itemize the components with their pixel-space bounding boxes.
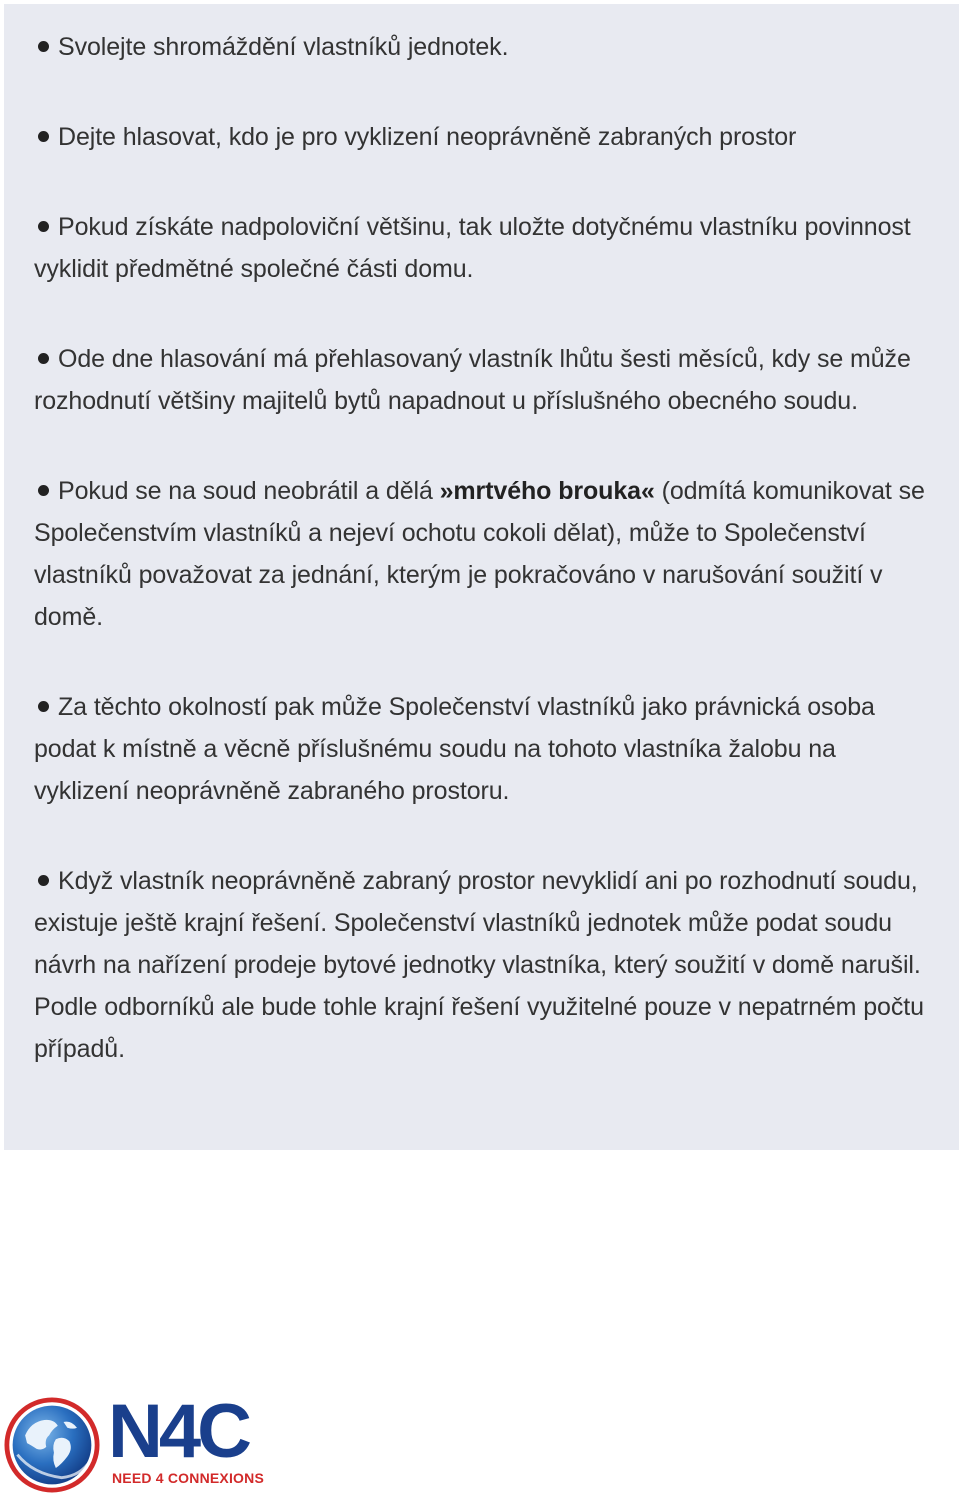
list-item-text-before: Pokud se na soud neobrátil a dělá bbox=[58, 477, 440, 505]
bullet-icon bbox=[38, 131, 49, 142]
bullet-icon bbox=[38, 875, 49, 886]
list-item-text: Když vlastník neoprávněně zabraný prostor nevyklidí ani po rozhodnutí soudu, existuje ještě krajní řešení. Společenství vlastníků jednotek může podat soudu návrh na nařízení prodeje bytové jednotky vlastníka, který soužití v domě narušil. Podle odborníků ale bude tohle krajní řešení využitelné pouze v nepatrném počtu případů. bbox=[34, 867, 924, 1063]
list-item bbox=[34, 116, 929, 158]
bullet-icon bbox=[38, 353, 49, 364]
list-item-emphasis: »mrtvého brouka« bbox=[439, 477, 655, 505]
bullet-icon bbox=[38, 485, 49, 496]
list-item bbox=[34, 206, 929, 290]
list-item-text-after: (odmítá komunikovat se Společenstvím vlastníků a nejeví ochotu cokoli dělat), může to Společenství vlastníků považovat za jednání, kterým je pokračováno v narušování soužití v domě. bbox=[34, 477, 925, 631]
logo-wordmark: N4C bbox=[108, 1389, 249, 1474]
list-item bbox=[34, 338, 929, 422]
list-item bbox=[34, 470, 929, 638]
n4c-logo bbox=[4, 1389, 266, 1494]
list-item-text: Za těchto okolností pak může Společenství vlastníků jako právnická osoba podat k místně a věcně příslušnému soudu na tohoto vlastníka žalobu na vyklizení neoprávněně zabraného prostoru. bbox=[34, 693, 875, 805]
bullet-icon bbox=[38, 221, 49, 232]
bullet-icon bbox=[38, 701, 49, 712]
list-item-text: Dejte hlasovat, kdo je pro vyklizení neoprávněně zabraných prostor bbox=[58, 123, 797, 151]
list-item bbox=[34, 26, 929, 68]
globe-icon bbox=[4, 1397, 100, 1493]
list-item bbox=[34, 686, 929, 812]
list-item-text: Svolejte shromáždění vlastníků jednotek. bbox=[58, 33, 509, 61]
list-item-text: Ode dne hlasování má přehlasovaný vlastník lhůtu šesti měsíců, kdy se může rozhodnutí většiny majitelů bytů napadnout u příslušného obecného soudu. bbox=[34, 345, 911, 415]
bullet-icon bbox=[38, 41, 49, 52]
content-panel bbox=[4, 4, 959, 1150]
list-item-text: Pokud získáte nadpoloviční většinu, tak uložte dotyčnému vlastníku povinnost vyklidit předmětné společné části domu. bbox=[34, 213, 911, 283]
logo-tagline: NEED 4 CONNEXIONS bbox=[112, 1470, 264, 1486]
list-item bbox=[34, 860, 929, 1070]
